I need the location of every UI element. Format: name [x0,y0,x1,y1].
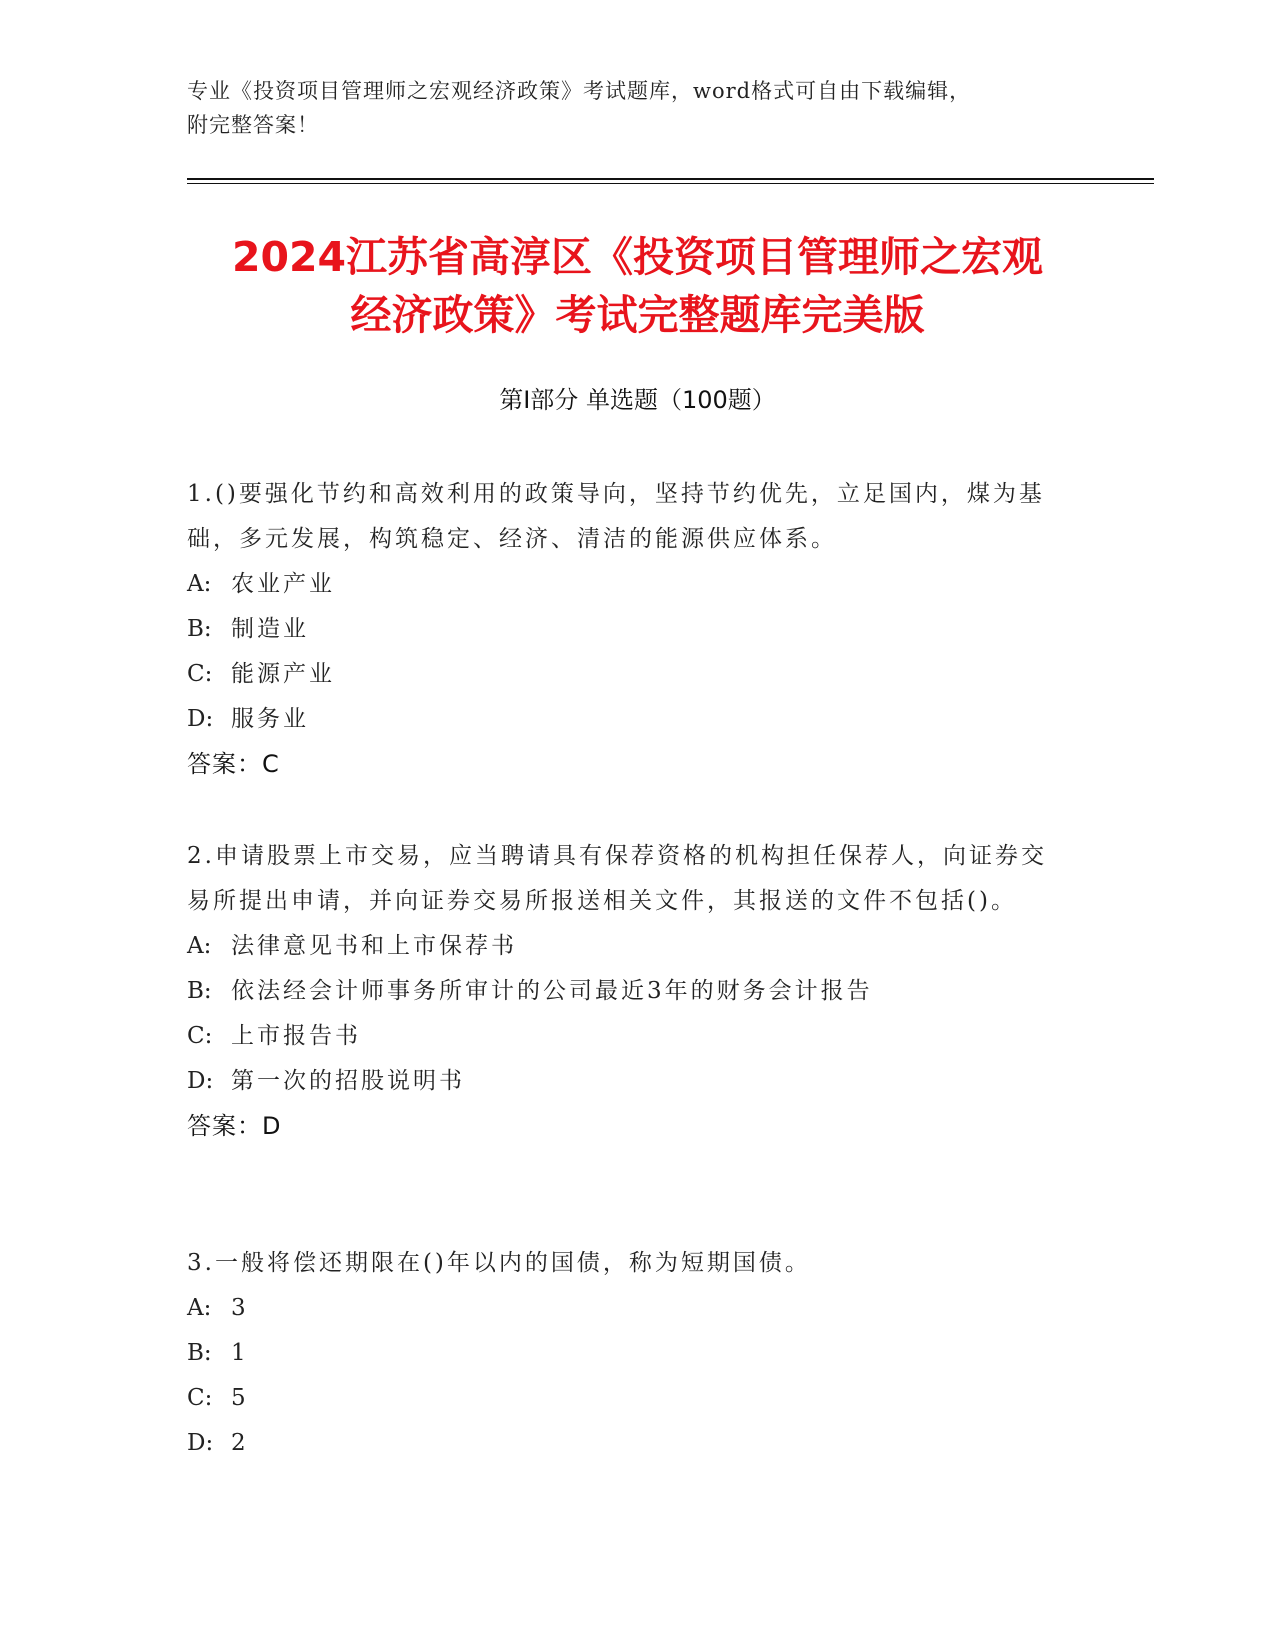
option-letter: B: [187,978,212,1004]
option-text: 5 [231,1385,249,1411]
question-stem: 2.申请股票上市交易，应当聘请具有保荐资格的机构担任保荐人，向证券交易所提出申请，并向证券交易所报送相关文件，其报送的文件不包括()。 [187,843,1047,914]
option-a [187,924,1057,969]
document-title [150,228,1125,344]
option-text: 上市报告书 [231,1023,361,1049]
option-letter: B: [187,616,212,642]
question-stem: 1.()要强化节约和高效利用的政策导向，坚持节约优先，立足国内，煤为基础，多元发展，构筑稳定、经济、清洁的能源供应体系。 [187,481,1045,552]
header-note-line1: 专业《投资项目管理师之宏观经济政策》考试题库，word格式可自由下载编辑， [187,79,972,103]
section-heading: 第Ⅰ部分 单选题（100题） [499,386,776,414]
option-letter: D: [187,706,214,732]
question-1 [187,472,1057,787]
option-d [187,1059,1057,1104]
option-text: 制造业 [231,616,309,642]
option-c [187,652,1057,697]
header-note [187,74,1087,142]
header-note-line2: 附完整答案！ [187,113,319,137]
option-b [187,969,1057,1014]
question-2 [187,834,1057,1149]
option-d [187,1421,1057,1466]
document-title-line1: 2024江苏省高淳区《投资项目管理师之宏观 [231,233,1044,281]
option-a [187,1286,1057,1331]
option-text: 法律意见书和上市保荐书 [231,933,517,959]
header-divider-thick [187,178,1154,180]
option-letter: D: [187,1430,214,1456]
option-text: 3 [231,1295,249,1321]
option-text: 服务业 [231,706,309,732]
option-c [187,1376,1057,1421]
option-letter: A: [187,933,212,959]
answer: 答案：D [187,1112,282,1140]
option-text: 第一次的招股说明书 [231,1068,465,1094]
option-letter: B: [187,1340,212,1366]
option-letter: A: [187,571,212,597]
option-text: 2 [231,1430,249,1456]
option-a [187,562,1057,607]
option-letter: A: [187,1295,212,1321]
option-text: 1 [231,1340,249,1366]
option-letter: C: [187,1385,213,1411]
option-text: 依法经会计师事务所审计的公司最近3年的财务会计报告 [231,978,873,1004]
option-b [187,607,1057,652]
answer: 答案：C [187,750,280,778]
option-text: 能源产业 [231,661,335,687]
option-c [187,1014,1057,1059]
question-stem: 3.一般将偿还期限在()年以内的国债，称为短期国债。 [187,1250,811,1276]
option-letter: C: [187,661,213,687]
option-b [187,1331,1057,1376]
option-text: 农业产业 [231,571,335,597]
option-d [187,697,1057,742]
header-divider-thin [187,183,1154,184]
option-letter: D: [187,1068,214,1094]
document-title-line2: 经济政策》考试完整题库完美版 [350,291,925,339]
question-3 [187,1241,1057,1466]
option-letter: C: [187,1023,213,1049]
